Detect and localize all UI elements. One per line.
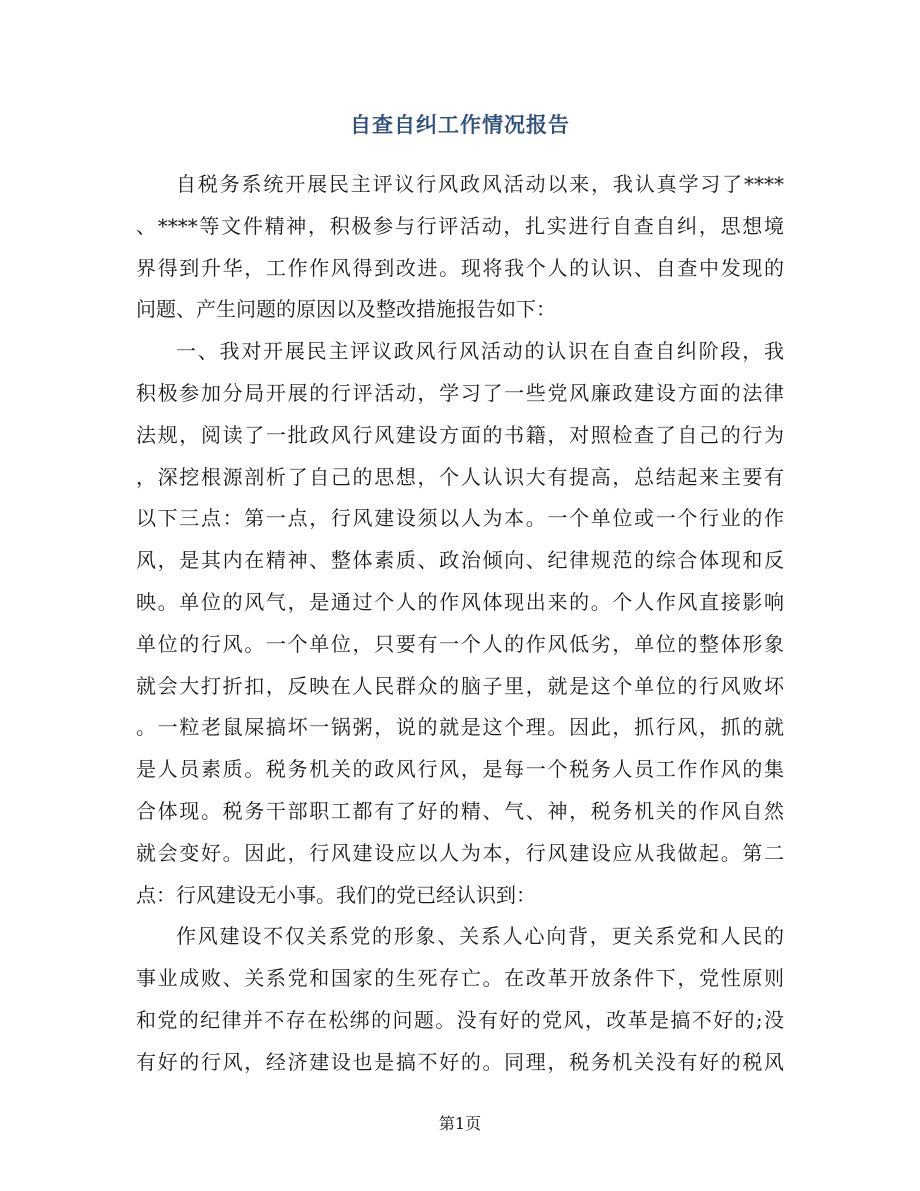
text-line: 风，是其内在精神、整体素质、政治倾向、纪律规范的综合体现和反 <box>136 548 784 573</box>
text-line: 一、我对开展民主评议政风行风活动的认识在自查自纠阶段，我 <box>176 339 784 364</box>
text-line: 就会大打折扣，反映在人民群众的脑子里，就是这个单位的行风败坏 <box>136 673 784 698</box>
text-line: 界得到升华，工作作风得到改进。现将我个人的认识、自查中发现的 <box>136 255 784 280</box>
text-line: 是人员素质。税务机关的政风行风，是每一个税务人员工作作风的集 <box>136 757 784 782</box>
document-title: 自查自纠工作情况报告 <box>350 112 570 137</box>
text-line: 合体现。税务干部职工都有了好的精、气、神，税务机关的作风自然 <box>136 798 784 823</box>
text-line: 。一粒老鼠屎搞坏一锅粥，说的就是这个理。因此，抓行风，抓的就 <box>136 715 784 740</box>
text-line: 和党的纪律并不存在松绑的问题。没有好的党风，改革是搞不好的;没 <box>136 1007 784 1032</box>
text-line: 问题、产生问题的原因以及整改措施报告如下： <box>136 297 556 322</box>
page-number: 第1页 <box>438 1114 482 1133</box>
text-line: 映。单位的风气，是通过个人的作风体现出来的。个人作风直接影响 <box>136 589 784 614</box>
text-line: 法规，阅读了一批政风行风建设方面的书籍，对照检查了自己的行为 <box>136 422 784 447</box>
text-line: 积极参加分局开展的行评活动，学习了一些党风廉政建设方面的法律 <box>136 380 784 405</box>
text-line: 有好的行风，经济建设也是搞不好的。同理，税务机关没有好的税风 <box>136 1049 784 1074</box>
text-line: 、****等文件精神，积极参与行评活动，扎实进行自查自纠，思想境 <box>136 213 784 238</box>
text-line: 事业成败、关系党和国家的生死存亡。在改革开放条件下，党性原则 <box>136 966 784 991</box>
text-line: 以下三点：第一点，行风建设须以人为本。一个单位或一个行业的作 <box>136 506 784 531</box>
document-body <box>136 164 784 1084</box>
text-line: 点：行风建设无小事。我们的党已经认识到： <box>136 882 536 907</box>
text-line: 单位的行风。一个单位，只要有一个人的作风低劣，单位的整体形象 <box>136 631 784 656</box>
text-line: 作风建设不仅关系党的形象、关系人心向背，更关系党和人民的 <box>176 924 784 949</box>
text-line: 自税务系统开展民主评议行风政风活动以来，我认真学习了**** <box>176 172 784 196</box>
text-line: 就会变好。因此，行风建设应以人为本，行风建设应从我做起。第二 <box>136 840 784 865</box>
text-line: ，深挖根源剖析了自己的思想，个人认识大有提高，总结起来主要有 <box>136 464 784 489</box>
